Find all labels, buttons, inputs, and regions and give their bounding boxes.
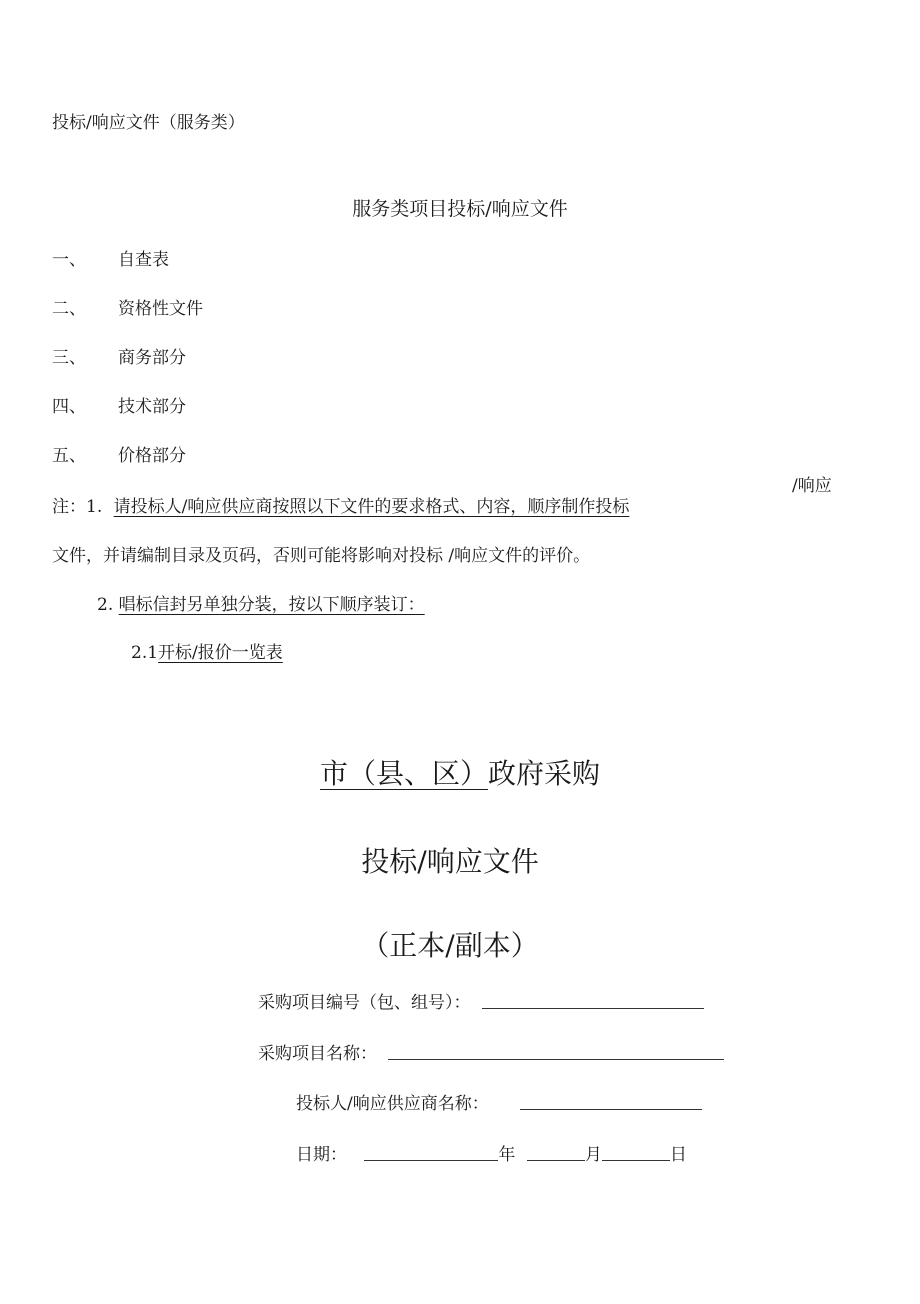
toc-number: 五、	[52, 446, 86, 466]
document-title: 服务类项目投标/响应文件	[352, 198, 568, 220]
toc-item-self-check: 自查表	[118, 250, 169, 270]
cover-line-2: 投标/响应文件	[361, 845, 539, 878]
toc-number: 四、	[52, 397, 86, 417]
cover-line-3: （正本/副本）	[361, 929, 539, 962]
toc-number: 二、	[52, 299, 86, 319]
bidder-name-label: 投标人/响应供应商名称：	[296, 1094, 489, 1114]
date-day-blank[interactable]	[602, 1159, 670, 1161]
note-1-continued: 文件，并请编制目录及页码，否则可能将影响对投标 /响应文件的评价。	[52, 546, 591, 566]
date-year-unit: 年	[498, 1145, 516, 1165]
cover-line-1	[0, 752, 920, 792]
note-1	[52, 492, 629, 517]
note-2-prefix: 2.	[97, 595, 114, 615]
toc-item-technical: 技术部分	[118, 397, 186, 417]
project-number-label: 采购项目编号（包、组号）：	[258, 993, 471, 1013]
toc-item-price: 价格部分	[118, 446, 186, 466]
note-2-1-prefix: 2.1	[131, 643, 159, 663]
note-2-text: 唱标信封另单独分装，按以下顺序装订：	[118, 595, 425, 615]
project-name-field	[258, 1039, 724, 1064]
date-year-blank[interactable]	[364, 1159, 498, 1161]
date-month-unit: 月	[584, 1145, 602, 1165]
bidder-name-field	[296, 1089, 702, 1114]
note-margin-fragment: /响应	[792, 476, 832, 496]
project-number-blank[interactable]	[482, 1007, 704, 1009]
note-2-1-text: 开标/报价一览表	[158, 643, 283, 663]
note-2	[97, 590, 425, 615]
toc-number: 一、	[52, 250, 86, 270]
header-text: 投标/响应文件（服务类）	[52, 113, 245, 133]
project-name-label: 采购项目名称：	[258, 1044, 377, 1064]
project-name-blank[interactable]	[388, 1058, 724, 1060]
date-label: 日期：	[296, 1145, 347, 1165]
project-number-field	[258, 988, 704, 1013]
note-2-1	[131, 638, 283, 663]
date-field	[296, 1140, 687, 1165]
bidder-name-blank[interactable]	[520, 1108, 702, 1110]
cover-procurement-text: 政府采购	[488, 757, 601, 790]
note-1-text: 请投标人/响应供应商按照以下文件的要求格式、内容，顺序制作投标	[113, 497, 630, 517]
date-day-unit: 日	[669, 1145, 687, 1165]
toc-item-qualification: 资格性文件	[118, 299, 203, 319]
toc-number: 三、	[52, 348, 86, 368]
date-month-blank[interactable]	[527, 1159, 585, 1161]
note-1-prefix: 注：1.	[52, 497, 103, 517]
cover-region-placeholder: 市（县、区）	[319, 757, 488, 790]
toc-item-business: 商务部分	[118, 348, 186, 368]
